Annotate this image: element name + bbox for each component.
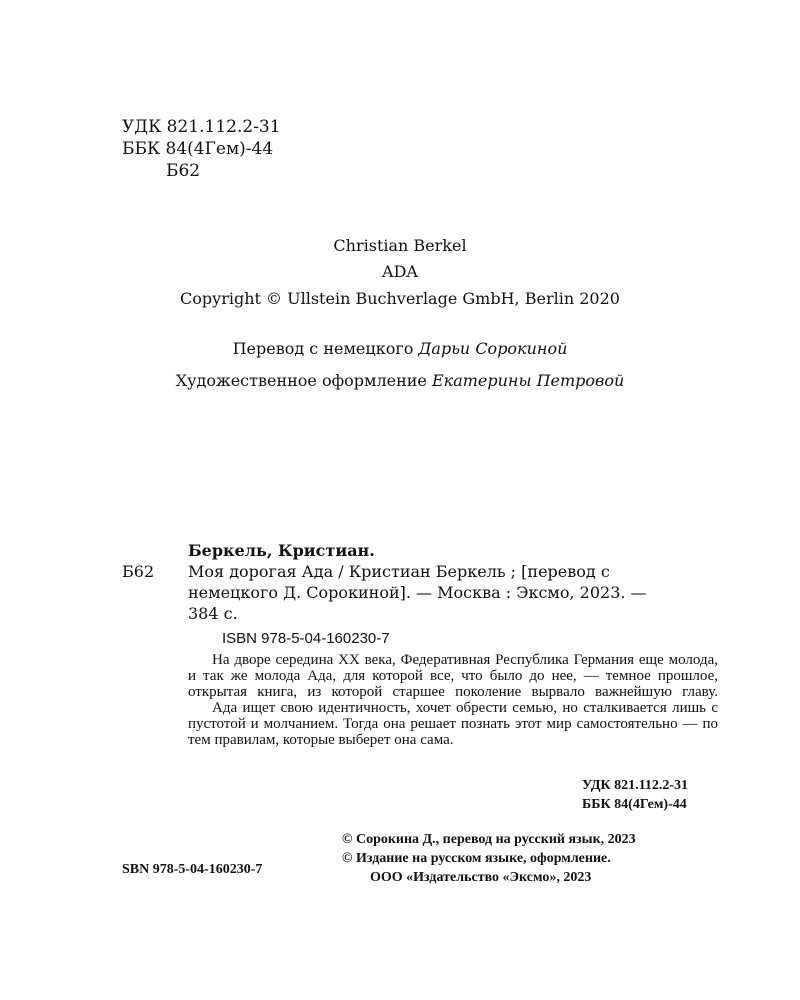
catalog-isbn: ISBN 978-5-04-160230-7: [222, 630, 390, 647]
author-mark: Б62: [166, 161, 201, 181]
translator-name: Дарьи Сорокиной: [418, 339, 568, 358]
catalog-description-line: Моя дорогая Ада / Кристиан Беркель ; [перевод с: [188, 562, 610, 581]
catalog-description-line: 384 с.: [188, 604, 238, 623]
original-author: Christian Berkel: [333, 236, 467, 255]
catalog-description-line: немецкого Д. Сорокиной]. — Москва : Эксмо, 2023. —: [188, 583, 647, 602]
bbk-code: ББК 84(4Гем)-44: [122, 139, 274, 159]
catalog-udk: УДК 821.112.2-31: [582, 778, 689, 793]
translation-credit: [0, 338, 800, 360]
original-title: ADA: [382, 262, 418, 281]
copyright-line: © Сорокина Д., перевод на русский язык, 2023: [342, 832, 636, 847]
copyright-line: ООО «Издательство «Эксмо», 2023: [370, 870, 592, 885]
catalog-bbk: ББК 84(4Гем)-44: [582, 797, 687, 812]
catalog-abstract: [188, 652, 718, 748]
catalog-author-mark: Б62: [122, 562, 155, 581]
design-credit: [0, 370, 800, 392]
catalog-author-heading: Беркель, Кристиан.: [188, 541, 375, 560]
udk-code: УДК 821.112.2-31: [122, 117, 281, 137]
footer-isbn: SBN 978-5-04-160230-7: [122, 862, 263, 877]
designer-name: Екатерины Петровой: [431, 371, 625, 390]
abstract-paragraph: На дворе середина XX века, Федеративная Республика Германия еще молода, и так же молода Ада, для которой все, что было до нее, — темное прошлое, открытая книга, из которой старшее поколение вырвало важнейшую главу.: [188, 652, 718, 700]
translation-prefix: Перевод с немецкого: [232, 339, 419, 358]
abstract-paragraph: Ада ищет свою идентичность, хочет обрести семью, но сталкивается лишь с пустотой и молчанием. Тогда она решает познать этот мир самостоятельно — по тем правилам, которые выберет она сама.: [188, 700, 718, 748]
copyright-line: © Издание на русском языке, оформление.: [342, 851, 611, 866]
original-copyright: Copyright © Ullstein Buchverlage GmbH, Berlin 2020: [180, 289, 620, 308]
design-prefix: Художественное оформление: [175, 371, 432, 390]
